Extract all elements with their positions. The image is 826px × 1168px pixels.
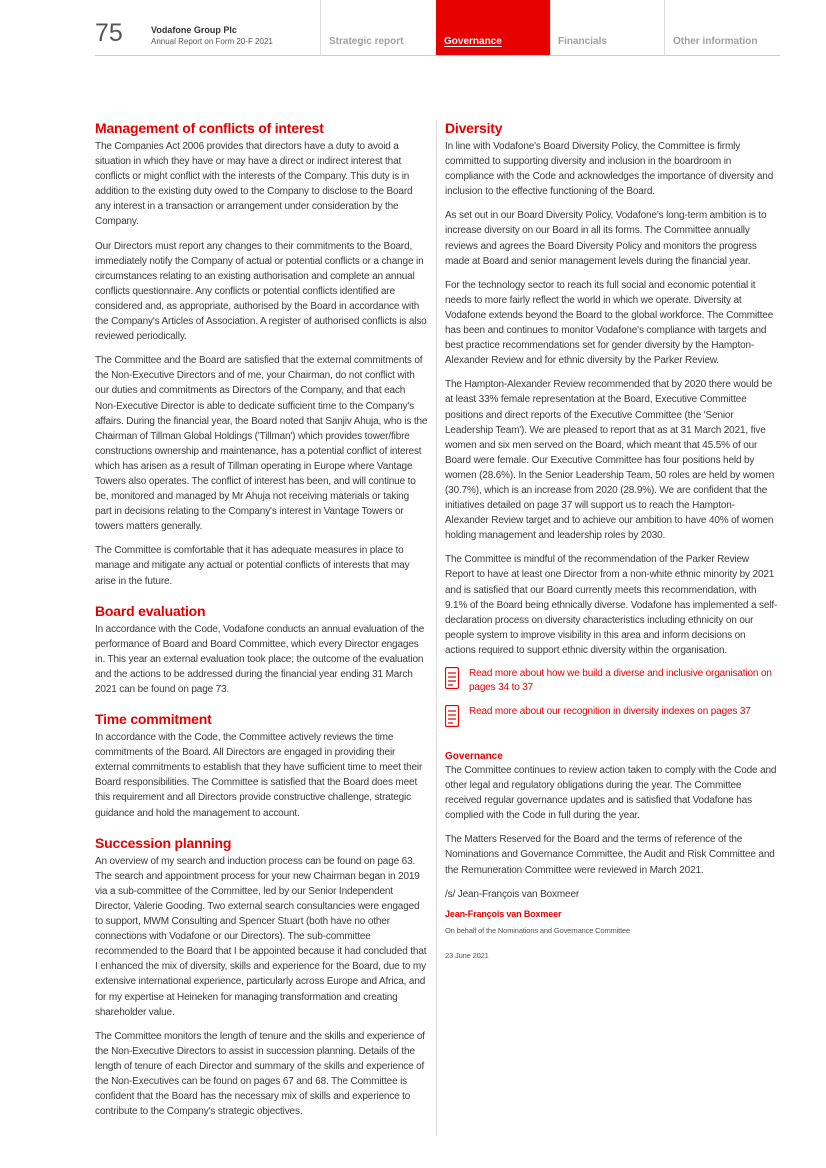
paragraph: An overview of my search and induction process can be found on page 63. The search and appointment process for your new Chairman began in 2019 via a sub-committee of the Committee, led by our Senior Independent Director, Valerie Gooding. Two external search consultancies were engaged to support, MWM Consulting and Spencer Stuart (both have no other connections with Vodafone or our Directors). The sub-committee recommended to the Board that I be appointed because it had concluded that I enhanced the mix of diversity, skills and experience for the Board, due to my extensive international experience, particularly across Europe and Africa, and for my expertise at Heineken for managing transformation and creating shareholder value. [95,855,427,1018]
tab-governance[interactable]: Governance [444,36,502,47]
column-divider [436,120,437,1136]
section-heading-governance: Governance [445,751,503,762]
signatory-role: On behalf of the Nominations and Governance Committee [445,925,631,935]
paragraph: As set out in our Board Diversity Policy, Vodafone's long-term ambition is to increase diversity on our Board in all its forms. The Committee annually reviews and agrees the Board Diversity Policy and monitors the progress made at Board and senior management levels during the financial year. [445,210,767,267]
document-icon [445,667,459,689]
paragraph: Our Directors must report any changes to their commitments to the Board, immediately notify the Company of actual or potential conflicts or a change in circumstances relating to an existing authorisation and complete an annual conflicts questionnaire. Any conflicts or potential conflicts identified are considered and, as appropriate, authorised by the Board in accordance with the Company's Articles of Association. A register of authorised conflicts is also reviewed periodically. [95,240,427,343]
link-text[interactable]: Read more about our recognition in diversity indexes on pages 37 [469,706,751,717]
section-heading-conflicts: Management of conflicts of interest [95,120,324,136]
link-text[interactable]: Read more about how we build a diverse and inclusive organisation on pages 34 to 37 [469,668,772,693]
header-rule [95,55,780,56]
company-name: Vodafone Group Plc [151,25,237,35]
section-heading-evaluation: Board evaluation [95,602,206,619]
section-heading-time-commitment: Time commitment [95,711,212,728]
paragraph: For the technology sector to reach its full social and economic potential it needs to more fairly reflect the world in which we operate. Diversity at Vodafone extends beyond the Board to the global workforce. The Committee has been and continues to monitor Vodafone's compliance with targets and best practice recommendations set for gender diversity by the Hampton-Alexander Review and for ethnic diversity by the Parker Review. [445,279,774,367]
right-column [445,120,778,963]
left-column [95,120,428,1128]
paragraph: In line with Vodafone's Board Diversity Policy, the Committee is firmly committed to supporting diversity and inclusion in the boardroom in compliance with the Code and acknowledges the importance of diversity and inclusion to the effective functioning of the Board. [445,141,774,198]
signatory-name: Jean-François van Boxmeer [445,908,562,919]
page-number: 75 [95,19,123,47]
paragraph: The Committee monitors the length of tenure and the skills and experience of the Non-Executive Directors to assist in succession planning. Details of the length of tenure of each Director and summary of the skills and experience of the Non-Executives can be found on pages 67 and 68. The Committee is confident that the Board has the necessary mix of skills and experience to contribute to the Company's strategic objectives. [95,1030,425,1118]
paragraph: The Matters Reserved for the Board and the terms of reference of the Nominations and Governance Committee, the Audit and Risk Committee and the Remuneration Committee were reviewed in March 2021. [445,834,775,876]
paragraph: In accordance with the Code, the Committee actively reviews the time commitments of the Board. All Directors are engaged in providing their external commitments to establish that they have sufficient time to meet their Board responsibilities. The Committee is satisfied that the Board does meet this requirement and all Directors provide constructive challenge, strategic guidance and hold the management to account. [95,732,423,819]
paragraph: The Committee and the Board are satisfied that the external commitments of the Non-Executive Directors and of me, your Chairman, do not conflict with our duties and commitments as Directors of the Company, and that each Non-Executive Director is able to dedicate sufficient time to the Company's affairs. During the financial year, the Board noted that Sanjiv Ahuja, who is the Chairman of Tillman Global Holdings ('Tillman') which provides tower/fibre constructions ownership and maintenance, has a potential conflict of interest which has arisen as a result of Tillman operating in Europe where Vantage Towers also operates. The conflict of interest has been, and will continue to be, monitored and managed by Mr Ahuja not receiving materials or taking part in decisions relating to the Company's interest in Vantage Towers or towers matters generally. [95,355,428,533]
signature-date: 23 June 2021 [445,950,489,960]
paragraph: The Committee continues to review action taken to comply with the Code and other legal and regulatory obligations during the year. The Committee received regular governance updates and is satisfied that Vodafone has complied with the Code in full during the year. [445,765,777,822]
read-more-link-diversity[interactable] [445,667,778,695]
tab-financials[interactable]: Financials [558,36,607,47]
section-heading-succession: Succession planning [95,834,232,851]
read-more-link-indexes[interactable] [445,705,778,727]
nav-divider [664,0,665,56]
page-header [0,0,826,56]
tab-other-information[interactable]: Other information [673,36,758,47]
nav-divider [320,0,321,56]
signature-line: /s/ Jean-François van Boxmeer [445,888,580,900]
tab-strategic-report[interactable]: Strategic report [329,36,404,47]
paragraph: The Hampton-Alexander Review recommended that by 2020 there would be at least 33% female representation at the Board, Executive Committee positions and direct reports of the Executive Committee (the 'Senior Leadership Team'). We are pleased to report that as at 31 March 2021, five women and six men served on the Board, which meant that 45.5% of our Board were female. Our Executive Committee has four positions held by women (28.6%). In the Senior Leadership Team, 50 roles are held by women (30.7%), which is an increase from 2020 (28.9%). We are confident that the initiatives detailed on page 37 will support us to reach the Hampton-Alexander Review target and to achieve our ambition to have 40% of women holding management and leadership roles by 2030. [445,379,775,542]
paragraph: The Committee is mindful of the recommendation of the Parker Review Report to have at least one Director from a non-white ethnic minority by 2021 and is satisfied that our Board currently meets this recommendation, with 9.1% of the Board being ethnically diverse. Vodafone has implemented a self-declaration process on diversity characteristics including ethnicity on our people system to improve visibility in this area and inform decisions on actions required to support ethnic diversity within the organisation. [445,554,778,656]
report-title: Annual Report on Form 20-F 2021 [151,37,273,46]
document-icon [445,705,459,727]
nav-active-background [436,0,550,56]
paragraph: In accordance with the Code, Vodafone conducts an annual evaluation of the performance of Board and Board Committee, which every Director engages in. This year an external evaluation took place; the outcome of the evaluation and the actions to be addressed during the financial year ending 31 March 2021 can be found on page 73. [95,623,425,695]
nav-divider [550,0,551,56]
section-heading-diversity: Diversity [445,120,503,136]
paragraph: The Companies Act 2006 provides that directors have a duty to avoid a situation in which they have or may have a direct or indirect interest that conflicts or might conflict with the interests of the Company. This duty is in addition to the existing duty owed to the Company to disclose to the Board any interest in a transaction or arrangement under consideration by the Company. [95,141,413,228]
paragraph: The Committee is comfortable that it has adequate measures in place to manage and mitigate any actual or potential conflicts of interests that may arise in the future. [95,545,410,587]
